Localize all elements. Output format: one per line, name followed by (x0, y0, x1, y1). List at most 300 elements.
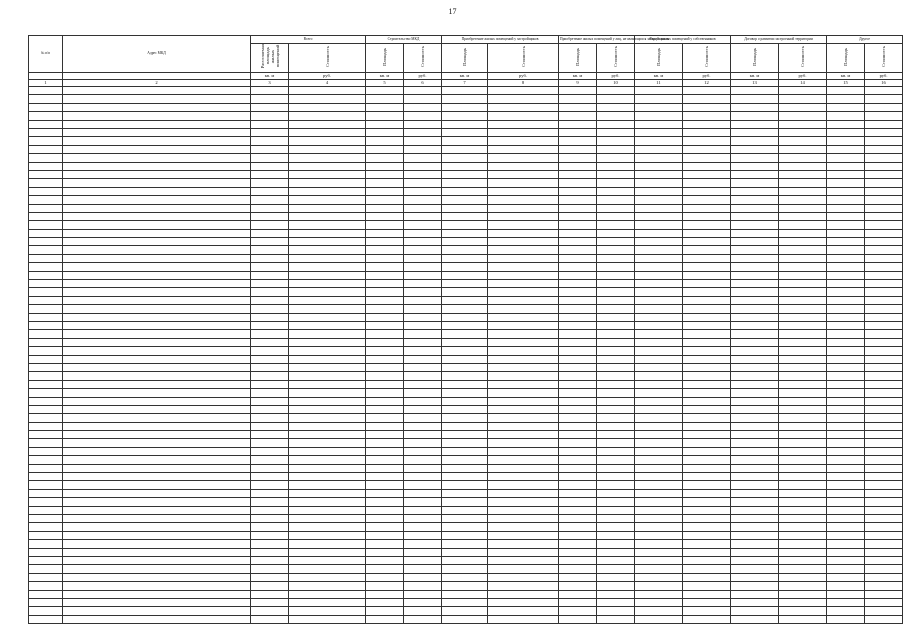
table-row (29, 246, 903, 254)
row-cost-cell (488, 271, 559, 279)
row-area-cell (827, 422, 865, 430)
table-row (29, 238, 903, 246)
row-area-cell (251, 439, 289, 447)
row-address (63, 87, 251, 95)
row-cost-cell (289, 170, 366, 178)
row-number (29, 162, 63, 170)
row-cost-cell (488, 363, 559, 371)
row-area-cell (442, 615, 488, 623)
sub-header-area: Площадь (731, 44, 779, 73)
row-area-cell (251, 229, 289, 237)
row-area-cell (251, 380, 289, 388)
row-area-cell (442, 431, 488, 439)
row-area-cell (366, 489, 404, 497)
table-row (29, 573, 903, 581)
row-area-cell (251, 196, 289, 204)
row-cost-cell (488, 137, 559, 145)
row-cost-cell (779, 431, 827, 439)
row-number (29, 380, 63, 388)
row-area-cell (827, 179, 865, 187)
row-area-cell (731, 313, 779, 321)
row-number (29, 556, 63, 564)
row-area-cell (251, 95, 289, 103)
row-area-cell (827, 481, 865, 489)
row-cost-cell (597, 514, 635, 522)
row-cost-cell (404, 238, 442, 246)
row-number (29, 120, 63, 128)
row-cost-cell (289, 271, 366, 279)
row-area-cell (251, 330, 289, 338)
row-address (63, 179, 251, 187)
row-cost-cell (779, 229, 827, 237)
row-cost-cell (289, 523, 366, 531)
row-cost-cell (683, 120, 731, 128)
row-cost-cell (683, 296, 731, 304)
row-area-cell (559, 372, 597, 380)
row-area-cell (366, 397, 404, 405)
row-area-cell (251, 170, 289, 178)
row-cost-cell (597, 288, 635, 296)
sub-header-cost: Стоимость (683, 44, 731, 73)
row-area-cell (366, 229, 404, 237)
row-cost-cell (289, 431, 366, 439)
row-cost-cell (289, 397, 366, 405)
row-area-cell (559, 573, 597, 581)
unit-area: кв. м (827, 73, 865, 80)
row-cost-cell (779, 397, 827, 405)
row-cost-cell (865, 363, 903, 371)
row-number (29, 389, 63, 397)
row-address (63, 229, 251, 237)
unit-cost: руб. (683, 73, 731, 80)
row-area-cell (366, 431, 404, 439)
row-area-cell (635, 280, 683, 288)
row-area-cell (559, 582, 597, 590)
row-area-cell (827, 204, 865, 212)
row-number (29, 615, 63, 623)
row-cost-cell (683, 170, 731, 178)
row-area-cell (559, 120, 597, 128)
row-area-cell (559, 397, 597, 405)
table-row (29, 414, 903, 422)
table-row (29, 531, 903, 539)
row-area-cell (559, 347, 597, 355)
row-area-cell (442, 414, 488, 422)
row-cost-cell (865, 498, 903, 506)
row-area-cell (442, 590, 488, 598)
row-area-cell (635, 170, 683, 178)
row-area-cell (559, 523, 597, 531)
row-area-cell (827, 489, 865, 497)
row-cost-cell (597, 263, 635, 271)
row-area-cell (442, 112, 488, 120)
row-cost-cell (289, 154, 366, 162)
row-area-cell (635, 489, 683, 497)
row-area-cell (442, 145, 488, 153)
row-cost-cell (597, 271, 635, 279)
row-area-cell (635, 263, 683, 271)
table-row (29, 590, 903, 598)
row-cost-cell (404, 582, 442, 590)
row-area-cell (559, 481, 597, 489)
row-cost-cell (597, 431, 635, 439)
row-area-cell (251, 347, 289, 355)
row-cost-cell (597, 447, 635, 455)
row-area-cell (366, 296, 404, 304)
table-row (29, 120, 903, 128)
row-area-cell (251, 498, 289, 506)
row-cost-cell (404, 607, 442, 615)
row-area-cell (827, 229, 865, 237)
row-area-cell (827, 355, 865, 363)
row-cost-cell (488, 246, 559, 254)
row-cost-cell (597, 87, 635, 95)
row-area-cell (827, 523, 865, 531)
row-cost-cell (683, 615, 731, 623)
row-cost-cell (865, 481, 903, 489)
row-area-cell (442, 372, 488, 380)
row-number (29, 322, 63, 330)
row-area-cell (827, 280, 865, 288)
row-cost-cell (404, 221, 442, 229)
row-area-cell (635, 363, 683, 371)
row-area-cell (827, 380, 865, 388)
row-cost-cell (488, 221, 559, 229)
row-area-cell (442, 170, 488, 178)
row-area-cell (827, 405, 865, 413)
row-number (29, 481, 63, 489)
row-area-cell (731, 405, 779, 413)
row-area-cell (635, 330, 683, 338)
row-address (63, 280, 251, 288)
row-cost-cell (404, 372, 442, 380)
row-cost-cell (865, 607, 903, 615)
row-area-cell (731, 254, 779, 262)
row-cost-cell (683, 473, 731, 481)
row-area-cell (559, 154, 597, 162)
row-cost-cell (289, 405, 366, 413)
row-cost-cell (597, 212, 635, 220)
row-area-cell (731, 103, 779, 111)
row-area-cell (731, 330, 779, 338)
row-area-cell (442, 305, 488, 313)
row-area-cell (442, 154, 488, 162)
row-area-cell (366, 322, 404, 330)
table-row (29, 431, 903, 439)
row-address (63, 481, 251, 489)
group-header-owner-buyout: Выкуп жилых помещений у собственников (635, 36, 731, 44)
row-cost-cell (597, 254, 635, 262)
row-area-cell (366, 196, 404, 204)
row-address (63, 464, 251, 472)
sub-header-cost: Стоимость (289, 44, 366, 73)
row-area-cell (559, 456, 597, 464)
row-address (63, 431, 251, 439)
row-cost-cell (779, 473, 827, 481)
row-cost-cell (488, 179, 559, 187)
row-cost-cell (779, 103, 827, 111)
row-area-cell (731, 615, 779, 623)
row-cost-cell (597, 145, 635, 153)
row-cost-cell (597, 506, 635, 514)
row-number (29, 246, 63, 254)
row-area-cell (251, 514, 289, 522)
row-number (29, 489, 63, 497)
row-area-cell (366, 565, 404, 573)
row-area-cell (559, 254, 597, 262)
row-area-cell (366, 481, 404, 489)
row-area-cell (827, 347, 865, 355)
row-area-cell (635, 531, 683, 539)
table-row (29, 607, 903, 615)
row-cost-cell (683, 246, 731, 254)
row-area-cell (442, 481, 488, 489)
table-row (29, 363, 903, 371)
row-cost-cell (779, 162, 827, 170)
row-area-cell (251, 363, 289, 371)
row-area-cell (442, 271, 488, 279)
row-area-cell (635, 196, 683, 204)
row-cost-cell (779, 422, 827, 430)
row-cost-cell (779, 95, 827, 103)
row-area-cell (731, 523, 779, 531)
row-cost-cell (488, 145, 559, 153)
row-number (29, 347, 63, 355)
row-cost-cell (683, 489, 731, 497)
row-address (63, 212, 251, 220)
row-cost-cell (404, 565, 442, 573)
row-cost-cell (404, 187, 442, 195)
row-area-cell (251, 447, 289, 455)
row-area-cell (442, 87, 488, 95)
table-row (29, 196, 903, 204)
row-cost-cell (779, 548, 827, 556)
row-area-cell (731, 170, 779, 178)
row-cost-cell (779, 313, 827, 321)
row-area-cell (366, 372, 404, 380)
row-cost-cell (865, 338, 903, 346)
row-area-cell (827, 389, 865, 397)
row-cost-cell (683, 179, 731, 187)
row-area-cell (635, 271, 683, 279)
row-area-cell (635, 120, 683, 128)
table-row (29, 498, 903, 506)
row-cost-cell (289, 389, 366, 397)
row-cost-cell (597, 187, 635, 195)
column-number: 12 (683, 80, 731, 87)
row-cost-cell (865, 229, 903, 237)
row-cost-cell (683, 280, 731, 288)
row-area-cell (827, 590, 865, 598)
row-area-cell (366, 254, 404, 262)
row-area-cell (442, 288, 488, 296)
row-cost-cell (683, 498, 731, 506)
row-cost-cell (683, 145, 731, 153)
row-number (29, 313, 63, 321)
row-cost-cell (683, 221, 731, 229)
row-area-cell (559, 548, 597, 556)
row-cost-cell (404, 464, 442, 472)
row-cost-cell (779, 288, 827, 296)
row-cost-cell (779, 120, 827, 128)
table-row (29, 338, 903, 346)
row-area-cell (827, 263, 865, 271)
row-area-cell (827, 439, 865, 447)
row-cost-cell (289, 229, 366, 237)
row-area-cell (731, 154, 779, 162)
row-area-cell (559, 439, 597, 447)
row-area-cell (731, 196, 779, 204)
row-cost-cell (597, 338, 635, 346)
row-area-cell (366, 556, 404, 564)
row-cost-cell (597, 330, 635, 338)
row-cost-cell (865, 162, 903, 170)
table-row (29, 355, 903, 363)
row-cost-cell (865, 489, 903, 497)
row-area-cell (635, 598, 683, 606)
row-cost-cell (597, 590, 635, 598)
row-cost-cell (597, 531, 635, 539)
row-address (63, 296, 251, 304)
row-cost-cell (865, 397, 903, 405)
row-cost-cell (683, 380, 731, 388)
table-row (29, 179, 903, 187)
row-address (63, 439, 251, 447)
row-cost-cell (683, 531, 731, 539)
row-cost-cell (404, 506, 442, 514)
row-address (63, 170, 251, 178)
row-cost-cell (289, 590, 366, 598)
row-cost-cell (779, 137, 827, 145)
row-area-cell (251, 464, 289, 472)
row-area-cell (442, 405, 488, 413)
row-area-cell (251, 154, 289, 162)
row-area-cell (366, 414, 404, 422)
row-area-cell (731, 305, 779, 313)
row-cost-cell (597, 439, 635, 447)
row-number (29, 288, 63, 296)
row-area-cell (731, 363, 779, 371)
row-cost-cell (289, 607, 366, 615)
row-cost-cell (865, 322, 903, 330)
row-cost-cell (488, 229, 559, 237)
row-area-cell (442, 263, 488, 271)
row-area-cell (827, 103, 865, 111)
row-cost-cell (865, 405, 903, 413)
row-area-cell (559, 238, 597, 246)
row-area-cell (731, 489, 779, 497)
row-area-cell (251, 263, 289, 271)
row-area-cell (366, 162, 404, 170)
row-area-cell (251, 313, 289, 321)
row-cost-cell (488, 95, 559, 103)
row-cost-cell (865, 590, 903, 598)
row-cost-cell (865, 296, 903, 304)
row-number (29, 154, 63, 162)
row-area-cell (366, 598, 404, 606)
row-cost-cell (289, 498, 366, 506)
column-number: 2 (63, 80, 251, 87)
row-area-cell (559, 296, 597, 304)
row-cost-cell (404, 431, 442, 439)
row-area-cell (442, 514, 488, 522)
row-cost-cell (289, 514, 366, 522)
row-area-cell (559, 330, 597, 338)
row-cost-cell (779, 439, 827, 447)
row-cost-cell (865, 95, 903, 103)
row-address (63, 246, 251, 254)
row-area-cell (442, 212, 488, 220)
row-cost-cell (683, 363, 731, 371)
row-area-cell (731, 87, 779, 95)
row-area-cell (251, 137, 289, 145)
row-area-cell (366, 204, 404, 212)
row-cost-cell (779, 565, 827, 573)
row-cost-cell (488, 590, 559, 598)
row-area-cell (442, 280, 488, 288)
row-cost-cell (865, 582, 903, 590)
row-number (29, 439, 63, 447)
row-area-cell (559, 498, 597, 506)
row-cost-cell (597, 170, 635, 178)
row-area-cell (827, 87, 865, 95)
row-cost-cell (404, 179, 442, 187)
row-cost-cell (683, 137, 731, 145)
row-cost-cell (779, 254, 827, 262)
row-number (29, 372, 63, 380)
row-cost-cell (488, 447, 559, 455)
row-cost-cell (597, 523, 635, 531)
row-area-cell (366, 112, 404, 120)
row-cost-cell (597, 565, 635, 573)
row-cost-cell (865, 170, 903, 178)
row-cost-cell (488, 288, 559, 296)
row-area-cell (366, 129, 404, 137)
row-area-cell (635, 615, 683, 623)
row-cost-cell (289, 296, 366, 304)
row-cost-cell (865, 523, 903, 531)
row-area-cell (731, 179, 779, 187)
row-cost-cell (289, 322, 366, 330)
row-area-cell (559, 489, 597, 497)
column-number: 14 (779, 80, 827, 87)
row-cost-cell (597, 129, 635, 137)
row-area-cell (559, 246, 597, 254)
row-area-cell (731, 514, 779, 522)
row-number (29, 254, 63, 262)
row-area-cell (366, 154, 404, 162)
row-cost-cell (597, 573, 635, 581)
row-cost-cell (488, 473, 559, 481)
column-number: 3 (251, 80, 289, 87)
row-area-cell (731, 447, 779, 455)
row-cost-cell (488, 540, 559, 548)
row-cost-cell (488, 129, 559, 137)
row-area-cell (442, 573, 488, 581)
row-address (63, 573, 251, 581)
row-area-cell (635, 313, 683, 321)
row-cost-cell (289, 439, 366, 447)
row-area-cell (442, 120, 488, 128)
row-cost-cell (683, 196, 731, 204)
row-area-cell (559, 129, 597, 137)
row-cost-cell (597, 179, 635, 187)
row-cost-cell (404, 170, 442, 178)
row-cost-cell (865, 112, 903, 120)
row-cost-cell (683, 598, 731, 606)
table-row (29, 380, 903, 388)
row-cost-cell (865, 615, 903, 623)
